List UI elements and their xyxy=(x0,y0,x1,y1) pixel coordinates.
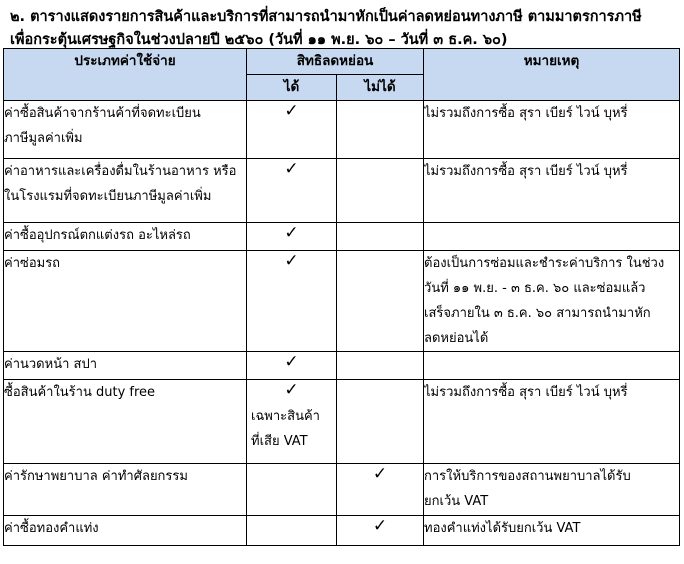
table-row xyxy=(4,380,680,464)
expense-line: ค่าซื้อทองคำแท่ง xyxy=(4,521,99,536)
header-deduction-right: สิทธิลดหย่อน xyxy=(247,49,424,75)
table-row xyxy=(4,223,680,251)
check-icon: ✓ xyxy=(372,464,388,484)
remark-cell xyxy=(424,251,680,352)
expense-line: ในโรงแรมที่จดทะเบียนภาษีมูลค่าเพิ่ม xyxy=(4,189,212,204)
check-icon: ✓ xyxy=(284,223,299,243)
table-row xyxy=(4,251,680,352)
check-icon: ✓ xyxy=(284,101,299,121)
eligible-cell xyxy=(247,516,337,546)
header-expense-type: ประเภทค่าใช้จ่าย xyxy=(4,49,247,101)
remark-line: ไม่รวมถึงการซื้อ สุรา เบียร์ ไวน์ บุหรี่ xyxy=(424,164,628,179)
table-row xyxy=(4,464,680,516)
remark-cell xyxy=(424,352,680,380)
deduction-table xyxy=(3,48,680,546)
expense-cell xyxy=(4,380,247,464)
not-eligible-cell xyxy=(337,251,424,352)
remark-cell xyxy=(424,223,680,251)
not-eligible-cell xyxy=(337,101,424,159)
not-eligible-cell xyxy=(337,352,424,380)
expense-line: ซื้อสินค้าในร้าน duty free xyxy=(4,385,156,400)
expense-cell xyxy=(4,159,247,223)
not-eligible-cell xyxy=(337,159,424,223)
expense-cell xyxy=(4,101,247,159)
remark-cell xyxy=(424,101,680,159)
expense-cell xyxy=(4,516,247,546)
remark-cell xyxy=(424,516,680,546)
expense-line: ค่าอาหารและเครื่องดื่มในร้านอาหาร หรือ xyxy=(4,164,237,179)
remark-line: เสร็จภายใน ๓ ธ.ค. ๖๐ สามารถนำมาหัก xyxy=(424,306,651,321)
remark-cell xyxy=(424,380,680,464)
expense-line: ค่าซื้ออุปกรณ์ตกแต่งรถ อะไหล่รถ xyxy=(4,228,191,243)
expense-cell xyxy=(4,464,247,516)
not-eligible-cell xyxy=(337,516,424,546)
header-not-eligible: ไม่ได้ xyxy=(337,75,424,101)
remark-line: ทองคำแท่งได้รับยกเว้น VAT xyxy=(424,521,581,536)
page-title xyxy=(10,6,678,52)
expense-line: ค่านวดหน้า สปา xyxy=(4,357,97,372)
title-line-1: ๒. ตารางแสดงรายการสินค้าและบริการที่สามารถนำมาหักเป็นค่าลดหย่อนทางภาษี ตามมาตรการภาษี xyxy=(10,9,642,25)
expense-cell xyxy=(4,251,247,352)
eligible-cell xyxy=(247,223,337,251)
remark-line: ลดหย่อนได้ xyxy=(424,331,489,346)
table-row xyxy=(4,516,680,546)
eligible-cell xyxy=(247,159,337,223)
check-icon: ✓ xyxy=(284,380,299,400)
eligible-cell xyxy=(247,352,337,380)
check-icon: ✓ xyxy=(284,159,299,179)
eligible-note-line: ที่เสีย VAT xyxy=(251,434,308,449)
eligible-cell xyxy=(247,101,337,159)
remark-line: ไม่รวมถึงการซื้อ สุรา เบียร์ ไวน์ บุหรี่ xyxy=(424,106,628,121)
remark-line: วันที่ ๑๑ พ.ย. - ๓ ธ.ค. ๖๐ และซ่อมแล้ว xyxy=(424,281,646,296)
expense-line: ค่าซ่อมรถ xyxy=(4,256,61,271)
title-line-2: เพื่อกระตุ้นเศรษฐกิจในช่วงปลายปี ๒๕๖๐ (วันที่ ๑๑ พ.ย. ๖๐ – วันที่ ๓ ธ.ค. ๖๐) xyxy=(10,32,508,48)
remark-line: การให้บริการของสถานพยาบาลได้รับ xyxy=(424,469,631,484)
not-eligible-cell xyxy=(337,223,424,251)
remark-line: ไม่รวมถึงการซื้อ สุรา เบียร์ ไวน์ บุหรี่ xyxy=(424,385,628,400)
not-eligible-cell xyxy=(337,464,424,516)
check-icon: ✓ xyxy=(372,516,388,536)
check-icon: ✓ xyxy=(284,352,299,372)
eligible-note-line: เฉพาะสินค้า xyxy=(251,409,320,424)
eligible-cell xyxy=(247,464,337,516)
header-eligible: ได้ xyxy=(247,75,337,101)
expense-line: ภาษีมูลค่าเพิ่ม xyxy=(4,131,83,146)
expense-line: ค่าซื้อสินค้าจากร้านค้าที่จดทะเบียน xyxy=(4,106,201,121)
header-remarks: หมายเหตุ xyxy=(424,49,680,101)
eligible-cell xyxy=(247,251,337,352)
remark-cell xyxy=(424,464,680,516)
table-row xyxy=(4,101,680,159)
table-row xyxy=(4,352,680,380)
expense-line: ค่ารักษาพยาบาล ค่าทำศัลยกรรม xyxy=(4,469,188,484)
remark-cell xyxy=(424,159,680,223)
eligible-cell xyxy=(247,380,337,464)
not-eligible-cell xyxy=(337,380,424,464)
check-icon: ✓ xyxy=(284,251,299,271)
remark-line: ต้องเป็นการซ่อมและชำระค่าบริการ ในช่วง xyxy=(424,256,665,271)
remark-line: ยกเว้น VAT xyxy=(424,494,489,509)
expense-cell xyxy=(4,223,247,251)
expense-cell xyxy=(4,352,247,380)
table-row xyxy=(4,159,680,223)
